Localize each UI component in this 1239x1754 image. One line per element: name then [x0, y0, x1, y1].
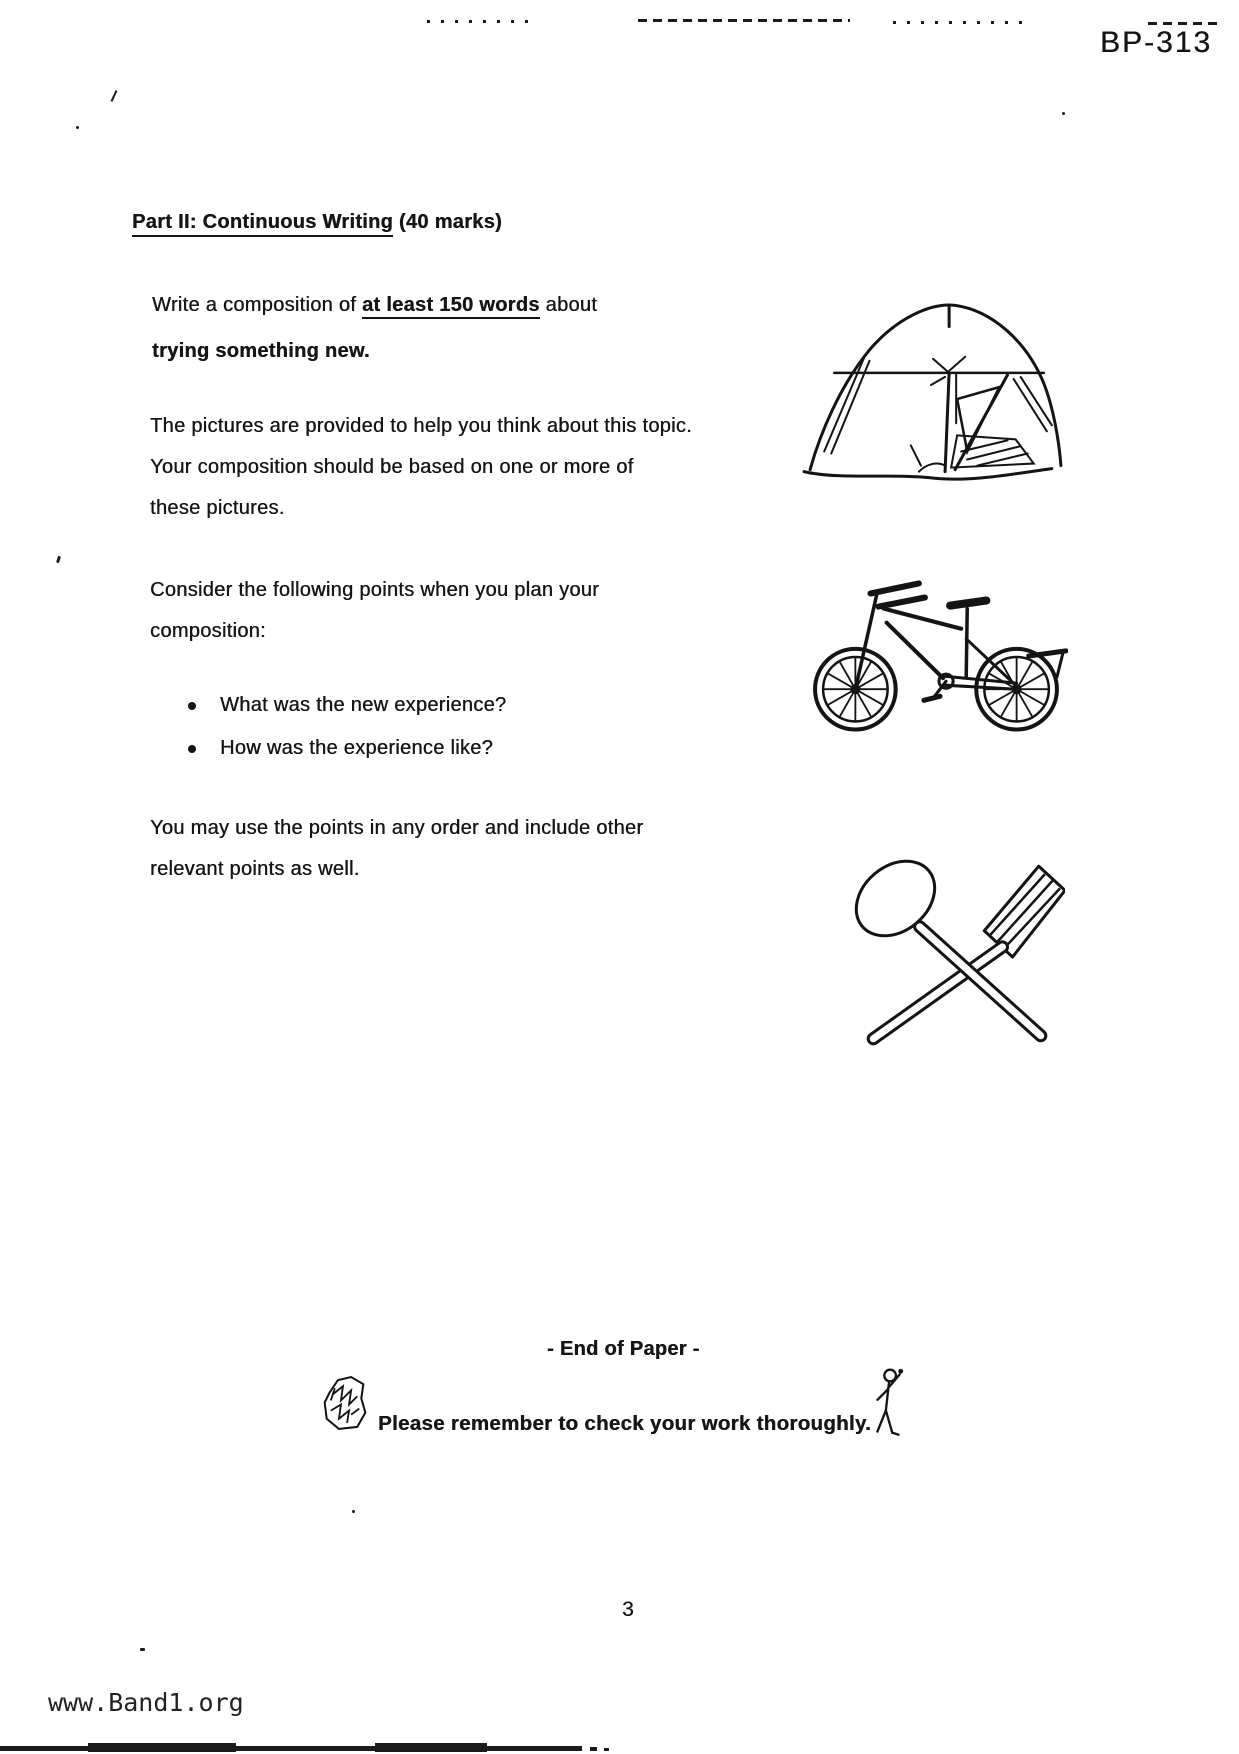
paper-code: BP-313: [1100, 26, 1213, 59]
task-line1-pre: Write a composition of: [152, 294, 362, 316]
bullet-label: How was the experience like?: [220, 737, 493, 759]
scan-speck: [56, 556, 61, 564]
task-line-1: [152, 282, 597, 328]
end-of-paper-label: - End of Paper -: [547, 1338, 700, 1360]
pictures-line-3: these pictures.: [150, 497, 285, 519]
bullet-item-2: [188, 737, 493, 760]
scan-speck: [111, 90, 118, 102]
section-heading: [132, 211, 502, 234]
order-line-1: You may use the points in any order and include other: [150, 817, 644, 839]
task-instruction: [152, 282, 597, 374]
task-line1-post: about: [539, 294, 598, 316]
bullet-label: What was the new experience?: [220, 694, 507, 716]
consider-paragraph: [150, 570, 599, 652]
scan-artifact-dashed-line: [1148, 22, 1220, 25]
crumpled-paper-doodle: [320, 1374, 368, 1432]
pictures-line-2: Your composition should be based on one or more of: [150, 456, 634, 478]
section-heading-marks: (40 marks): [393, 211, 502, 233]
scan-speck: [352, 1510, 355, 1513]
bullet-item-1: [188, 694, 506, 717]
task-word-count-underlined: at least 150 words: [362, 294, 540, 319]
pictures-paragraph: [150, 406, 692, 529]
scan-bottom-bar-thick: [88, 1743, 236, 1752]
consider-line-1: Consider the following points when you plan your: [150, 579, 600, 601]
scan-artifact-dashed-line: [638, 19, 850, 22]
bullet-dot: [188, 702, 196, 710]
scan-artifact-dotted-line: [893, 21, 1033, 24]
scan-artifact-dotted-line: [427, 20, 532, 23]
bullet-dot: [188, 745, 196, 753]
bicycle-line-drawing: [806, 578, 1068, 745]
scan-bottom-bar-dot: [604, 1748, 609, 1751]
scan-speck: [140, 1648, 145, 1651]
pictures-line-1: The pictures are provided to help you think about this topic.: [150, 415, 692, 437]
tent-line-drawing: [798, 292, 1070, 484]
crossed-spoon-and-fork-line-drawing: [843, 846, 1065, 1063]
stick-figure-doodle: [872, 1366, 904, 1440]
scan-speck: [1062, 112, 1065, 115]
watermark-url: www.Band1.org: [48, 1688, 244, 1717]
task-topic-bold: trying something new.: [152, 340, 370, 362]
scan-speck: [76, 126, 79, 129]
consider-line-2: composition:: [150, 620, 266, 642]
scan-bottom-bar-thick: [375, 1743, 487, 1752]
page-number: 3: [622, 1598, 634, 1621]
order-paragraph: [150, 808, 643, 890]
scan-bottom-bar-dot: [590, 1747, 597, 1751]
reminder-label: Please remember to check your work thoroughly.: [378, 1412, 872, 1435]
section-heading-underlined: Part II: Continuous Writing: [132, 211, 393, 237]
order-line-2: relevant points as well.: [150, 858, 360, 880]
